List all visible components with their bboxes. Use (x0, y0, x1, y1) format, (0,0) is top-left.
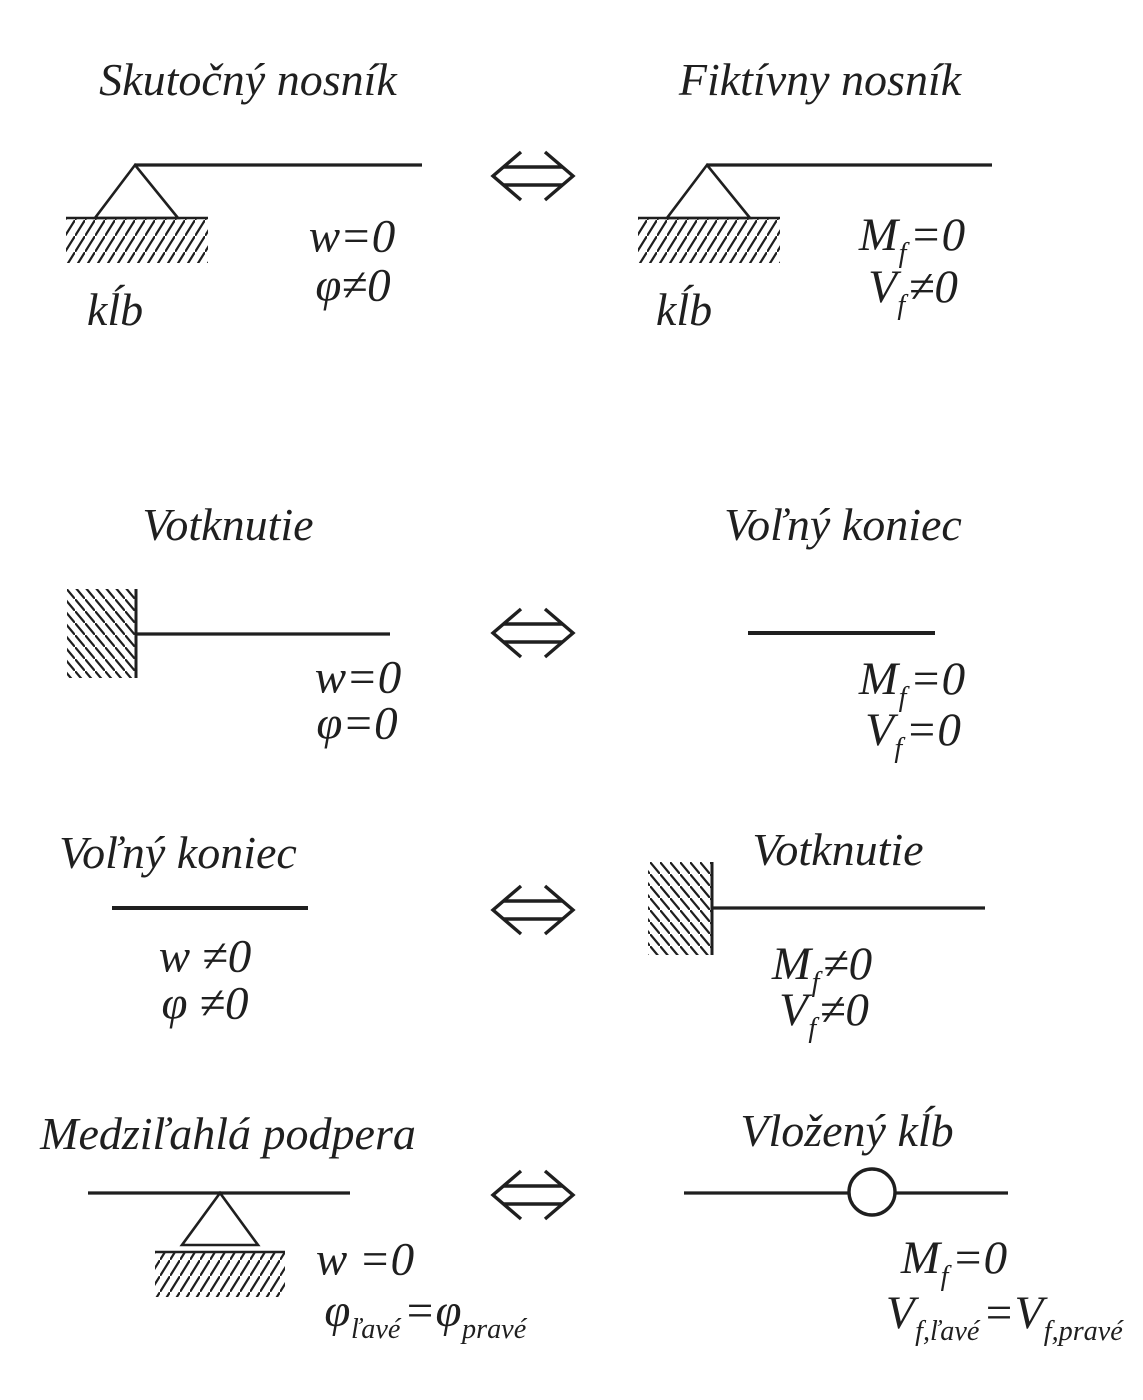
row2-right-free-end-diagram (740, 620, 945, 646)
formula-shear-continuity-row4-right: $V_{f,ľavé}=V_{f,pravé}$ (885, 1286, 1123, 1347)
ground-hatch (155, 1253, 285, 1297)
row3-left-title: Voľný koniec (59, 827, 297, 878)
formula-shear-row1-right: $V_f\ne 0$ (868, 260, 958, 321)
support-triangle (182, 1193, 258, 1245)
formula-deflection-row2-left: w=0 (314, 651, 402, 704)
hinge-circle (849, 1169, 895, 1215)
formula-shear-row2-right: $V_f=0$ (865, 703, 961, 764)
row3-left-free-end-diagram (102, 894, 317, 922)
formula-moment-row4-right: $M_f=0$ (900, 1231, 1008, 1292)
formula-shear-row3-right: $V_f\ne 0$ (779, 983, 869, 1044)
row3-right-title: Votknutie (752, 824, 924, 875)
double-arrow-icon (489, 884, 577, 936)
formula-rotation-continuity-row4-left: $\varphi_{ľavé}=\varphi_{pravé}$ (324, 1284, 527, 1345)
row4-right-internal-hinge-diagram (675, 1158, 1020, 1230)
wall-hatch (648, 862, 712, 955)
row2-left-title: Votknutie (142, 499, 314, 550)
column-title-real-beam: Skutočný nosník (99, 54, 397, 105)
formula-rotation-row1-left: φ≠0 (315, 259, 391, 312)
support-triangle (95, 165, 178, 218)
formula-deflection-row3-left: w ≠0 (158, 930, 252, 983)
double-arrow-icon (489, 150, 577, 202)
formula-deflection-row4-left: w =0 (315, 1233, 415, 1286)
formula-rotation-row2-left: φ=0 (316, 697, 398, 750)
formula-moment-row3-right: $M_f\ne 0$ (771, 937, 873, 998)
support-label-hinge-left: kĺb (86, 284, 144, 335)
ground-hatch (66, 219, 208, 263)
row4-right-title: Vložený kĺb (740, 1105, 954, 1156)
row4-left-title: Medziľahlá podpera (40, 1108, 416, 1159)
formula-deflection-row1-left: w=0 (308, 210, 396, 263)
support-triangle (667, 165, 750, 218)
column-title-fictitious-beam: Fiktívny nosník (678, 54, 962, 105)
support-label-hinge-right: kĺb (655, 284, 713, 335)
double-arrow-icon (489, 1169, 577, 1221)
formula-rotation-row3-left: φ ≠0 (161, 977, 249, 1030)
wall-hatch (67, 589, 136, 678)
double-arrow-icon (489, 607, 577, 659)
row2-right-title: Voľný koniec (724, 499, 962, 550)
formula-moment-row2-right: $M_f=0$ (858, 652, 966, 713)
ground-hatch (638, 219, 780, 263)
formula-moment-row1-right: $M_f=0$ (858, 208, 966, 269)
